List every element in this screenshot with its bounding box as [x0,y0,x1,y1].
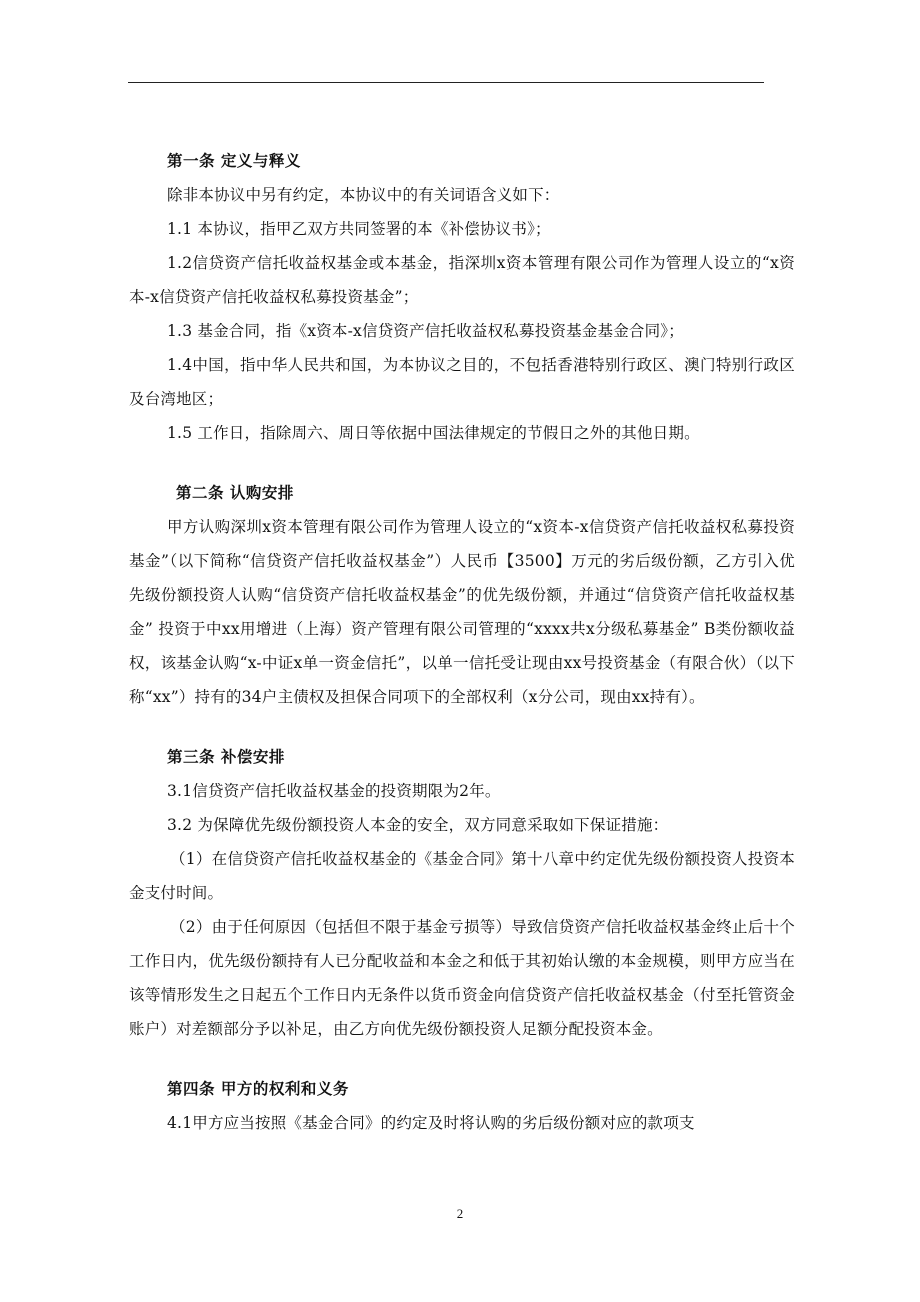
paragraph: 4.1甲方应当按照《基金合同》的约定及时将认购的劣后级份额对应的款项支 [167,1114,695,1132]
section-heading: 第三条 补偿安排 [167,747,285,766]
paragraph: 除非本协议中另有约定，本协议中的有关词语含义如下： [167,186,560,204]
section-2 [129,476,795,714]
paragraph: 1.4中国，指中华人民共和国，为本协议之目的，不包括香港特别行政区、澳门特别行政区及台湾地区； [129,356,795,408]
section-heading: 第二条 认购安排 [176,483,294,502]
paragraph: 1.2信贷资产信托收益权基金或本基金，指深圳x资本管理有限公司作为管理人设立的“x资本-x信贷资产信托收益权私募投资基金”； [129,254,795,306]
paragraph: 1.1 本协议，指甲乙双方共同签署的本《补偿协议书》； [167,220,551,238]
section-heading: 第一条 定义与释义 [167,151,301,170]
paragraph: （2）由于任何原因（包括但不限于基金亏损等）导致信贷资产信托收益权基金终止后十个工作日内，优先级份额持有人已分配收益和本金之和低于其初始认缴的本金规模，则甲方应当在该等情形发生之日起五个工作日内无条件以货币资金向信贷资产信托收益权基金（付至托管资金账户）对差额部分予以补足，由乙方向优先级份额投资人足额分配投资本金。 [129,918,795,1038]
paragraph: （1）在信贷资产信托收益权基金的《基金合同》第十八章中约定优先级份额投资人投资本金支付时间。 [129,850,795,902]
section-1 [129,144,795,450]
page-number: 2 [456,1206,464,1221]
header-rule [128,82,764,83]
paragraph: 1.5 工作日，指除周六、周日等依据中国法律规定的节假日之外的其他日期。 [167,424,700,442]
paragraph: 3.1信贷资产信托收益权基金的投资期限为2年。 [167,782,501,800]
paragraph: 1.3 基金合同，指《x资本-x信贷资产信托收益权私募投资基金基金合同》； [167,322,684,340]
paragraph: 3.2 为保障优先级份额投资人本金的安全，双方同意采取如下保证措施： [167,816,669,834]
section-3 [129,740,795,1046]
section-4 [129,1072,795,1140]
document-body [129,144,795,1140]
section-heading: 第四条 甲方的权利和义务 [167,1079,349,1098]
paragraph: 甲方认购深圳x资本管理有限公司作为管理人设立的“x资本-x信贷资产信托收益权私募投资基金”（以下简称“信贷资产信托收益权基金”）人民币【3500】万元的劣后级份额，乙方引入优先级份额投资人认购“信贷资产信托收益权基金”的优先级份额，并通过“信贷资产信托收益权基金” 投资于中xx用增进（上海）资产管理有限公司管理的“xxxx共x分级私募基金” B类份额收益权，该基金认购“x-中证x单一资金信托”，以单一信托受让现由xx号投资基金（有限合伙）（以下称“xx”）持有的34户主债权及担保合同项下的全部权利（x分公司，现由xx持有）。 [129,518,795,706]
